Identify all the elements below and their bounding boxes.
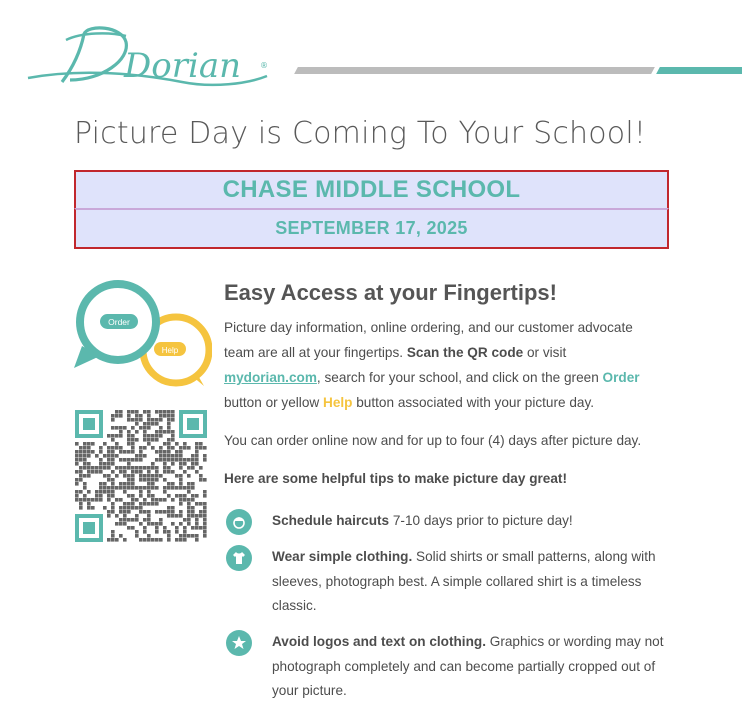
page-title: Picture Day is Coming To Your School! <box>74 116 647 151</box>
header-stripe-teal <box>656 67 742 74</box>
tips-intro-text: Here are some helpful tips to make picture day great! <box>224 471 567 486</box>
qr-finder-top-right <box>179 410 207 438</box>
section-title: Easy Access at your Fingertips! <box>224 280 557 305</box>
help-keyword: Help <box>323 395 353 410</box>
badge-icon <box>226 630 252 656</box>
dorian-logo <box>22 22 272 92</box>
haircut-icon <box>226 509 252 535</box>
ordering-window-text: You can order online now and for up to four (4) days after picture day. <box>224 433 642 448</box>
tip-logos: Avoid logos and text on clothing. Graphics or wording may not photograph completely and can become partially cropped out of your picture. <box>272 634 664 698</box>
shirt-icon <box>226 545 252 571</box>
school-name-box <box>74 170 669 210</box>
header-stripe-gray <box>294 67 655 74</box>
qr-finder-top-left <box>75 410 103 438</box>
svg-text:®: ® <box>260 61 268 70</box>
qr-code[interactable] <box>75 410 207 542</box>
order-bubble-label: Order <box>108 317 130 327</box>
help-bubble-label: Help <box>161 346 179 355</box>
intro-paragraph: Picture day information, online ordering, and our customer advocate team are all at your fingertips. Scan the QR code or visit mydorian.com, search for your school, and click on the green Order button or yellow Help button associated with your picture day. <box>224 320 640 410</box>
order-keyword: Order <box>602 370 640 385</box>
picture-day-date-box <box>74 208 669 249</box>
speech-bubbles-graphic <box>72 276 212 388</box>
tip-clothing: Wear simple clothing. Solid shirts or small patterns, along with sleeves, photograph best. A simple collared shirt is a timeless classic. <box>272 549 656 613</box>
school-name: CHASE MIDDLE SCHOOL <box>222 176 521 203</box>
qr-finder-bottom-left <box>75 514 103 542</box>
logo-wordmark: Dorian <box>124 46 242 86</box>
mydorian-link[interactable]: mydorian.com <box>224 370 317 385</box>
picture-day-date: SEPTEMBER 17, 2025 <box>275 218 468 238</box>
tip-haircuts: Schedule haircuts 7-10 days prior to picture day! <box>272 513 573 528</box>
